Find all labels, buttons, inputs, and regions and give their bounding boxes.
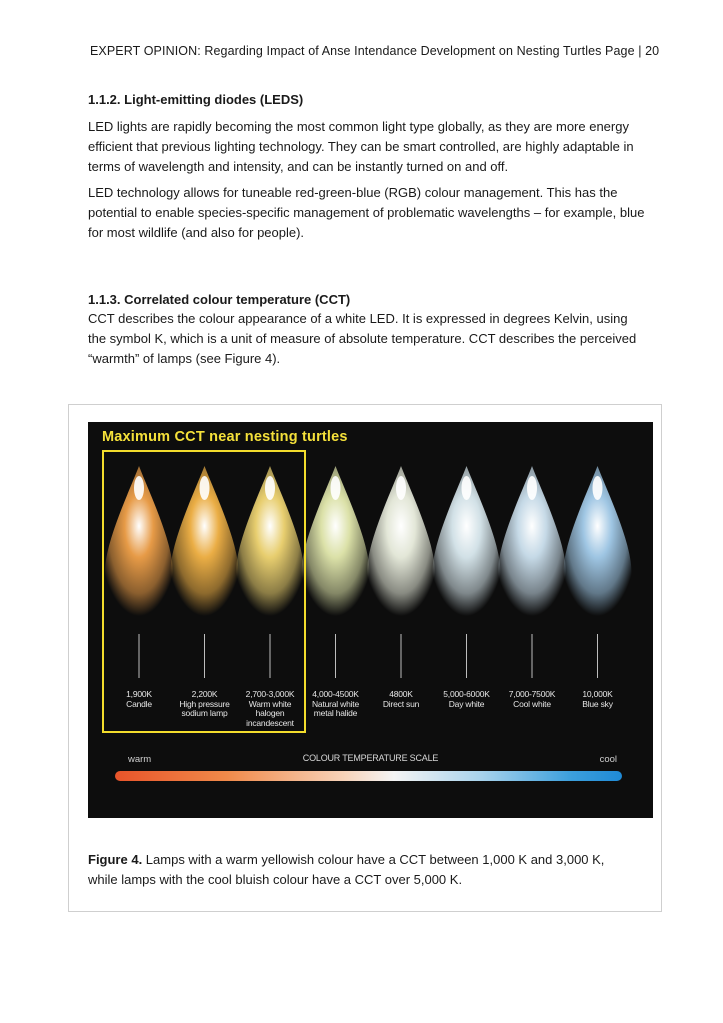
lamp-type: Direct sun <box>382 698 420 709</box>
colour-temperature-gradient-bar <box>115 771 622 781</box>
lamp-tip-highlight <box>593 476 603 500</box>
warm-label: warm <box>128 754 152 765</box>
figure-caption <box>88 850 636 890</box>
lamp-temperature: 1,900K <box>126 689 152 699</box>
lamp-type: Warm white halogen incandescent <box>246 698 294 728</box>
lamp-temperature: 5,000-6000K <box>443 689 490 699</box>
colour-temperature-scale-label: COLOUR TEMPERATURE SCALE <box>302 753 439 763</box>
caption-label: Figure 4. <box>88 852 143 867</box>
lamp-label <box>106 690 172 709</box>
lamp-tip-highlight <box>527 476 537 500</box>
lamp-type: Day white <box>448 698 485 709</box>
lamp-label <box>565 690 631 709</box>
lamp-tip-highlight <box>462 476 472 500</box>
lamp-temperature: 4,000-4500K <box>312 689 359 699</box>
leds-paragraph-2: LED technology allows for tuneable red-green-blue (RGB) colour management. This has the potential to enable species-specific management of problematic wavelengths – for example, blue for most wildlife (and also for people). <box>88 185 645 240</box>
section-title-cct: 1.1.3. Correlated colour temperature (CCT) <box>88 292 351 307</box>
cool-label: cool <box>599 754 617 765</box>
lamp-tip-highlight <box>331 476 341 500</box>
lamp-label <box>303 690 369 719</box>
lamp-label <box>237 690 303 728</box>
lamp-type: Candle <box>126 698 152 709</box>
lamp-temperature: 10,000K <box>582 689 613 699</box>
cct-paragraph: CCT describes the colour appearance of a white LED. It is expressed in degrees Kelvin, using the symbol K, which is a unit of measure of absolute temperature. CCT describes the perceived “warmth” of lamps (see Figure 4). <box>88 311 637 366</box>
cct-figure-image <box>88 422 653 818</box>
lamp-temperature: 2,200K <box>191 689 218 699</box>
page-header: EXPERT OPINION: Regarding Impact of Anse Intendance Development on Nesting Turtles Page | 20 <box>90 44 660 58</box>
lamp-label <box>368 690 434 709</box>
leds-paragraph-1: LED lights are rapidly becoming the most common light type globally, as they are more energy efficient that previous lighting technology. They can be smart controlled, are highly adaptable in terms of wavelength and intensity, and can be instantly turned on and off. <box>88 119 634 174</box>
section-title-leds: 1.1.2. Light-emitting diodes (LEDS) <box>88 92 304 107</box>
lamp-type: Blue sky <box>582 698 613 709</box>
lamp-temperature: 2,700-3,000K <box>245 689 295 699</box>
lamp-label <box>499 690 565 709</box>
lamp-label <box>172 690 238 719</box>
lamp-type: Cool white <box>513 698 551 709</box>
figure-title: Maximum CCT near nesting turtles <box>102 429 348 445</box>
lamp-label <box>434 690 500 709</box>
lamp-tip-highlight <box>396 476 406 500</box>
lamp-type: High pressure sodium lamp <box>179 698 230 718</box>
lamp-temperature: 7,000-7500K <box>508 689 556 699</box>
lamp-temperature: 4800K <box>389 689 413 699</box>
lamp-type: Natural white metal halide <box>311 698 359 718</box>
caption-text: Lamps with a warm yellowish colour have a CCT between 1,000 K and 3,000 K, while lamps with the cool bluish colour have a CCT over 5,000 K. <box>88 852 605 887</box>
